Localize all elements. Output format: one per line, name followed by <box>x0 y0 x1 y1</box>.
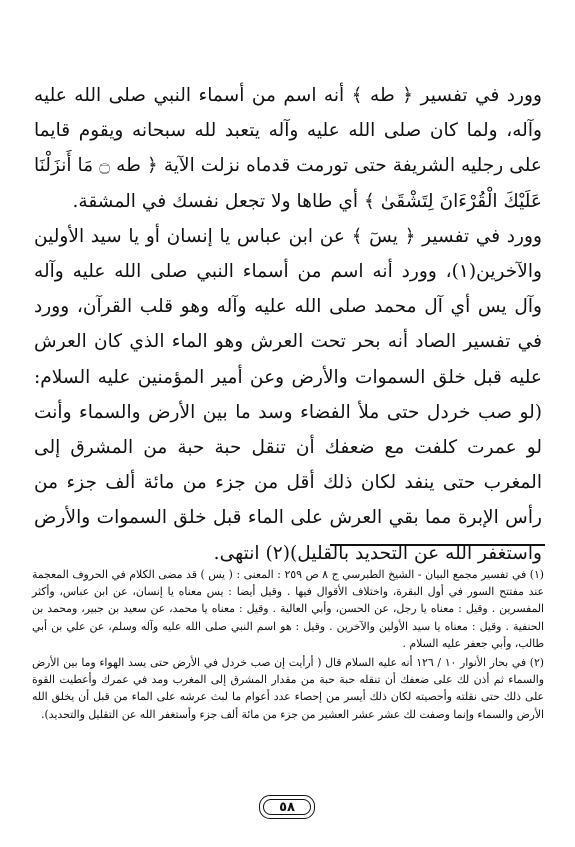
main-text <box>34 78 542 571</box>
footnote-2: (٢) في بحار الأنوار ١٠ / ١٢٦ أنه عليه السلام قال ( أرأيت إن صب خردل في الأرض حتى يسد الهواء وما بين الأرض والسماء ثم أذن لك على ضعفك أن تنقله حبة حبة من مقدار المشرق إلى المغرب ومد في عمرك وأعطيت القوة على ذلك حتى نقلته وأحصيته لكان ذلك أيسر من إحصاء عدد أعوام ما لبث عرشه على الماء من قبل أن يخلق الله الأرض والسماء وإنما وصفت لك عشر عشر العشير من جزء من مائة ألف جزء وأستغفر الله عن التقليل والتحديد). <box>32 656 544 721</box>
footnote-1: (١) في تفسير مجمع البيان - الشيخ الطبرسي ج ٨ ص ٢٥٩ : المعنى : ( يس ) قد مضى الكلام في الحروف المعجمة عند مفتتح السور في أول البقرة، واختلاف الأقوال فيها . وقيل أيضا : يس معناه يا إنسان، عن ابن عباس، وأكثر المفسرين . وقيل : معناه يا رجل، عن الحسن، وأبي العالية . وقيل : معناه يا محمد، عن سعيد بن جبير، ومحمد بن الحنفية . وقيل : معناه يا سيد الأولين والآخرين . وقيل : هو اسم النبي صلى الله عليه وآله وسلم، عن علي بن أبي طالب، وأبي جعفر عليه السلام . <box>32 568 544 650</box>
paragraph-taha: وورد في تفسير ﴿ طه ﴾ أنه اسم من أسماء النبي صلى الله عليه وآله، ولما كان صلى الله عليه وآله يتعبد لله سبحانه ويقوم قايما على رجليه الشريفة حتى تورمت قدماه نزلت الآية ﴿ طه ۝ مَا أَنزَلْنَا عَلَيْكَ الْقُرْءَانَ لِتَشْقَىٰ ﴾ أي طاها ولا تجعل نفسك في المشقة. <box>34 85 542 212</box>
page-number: ٥٨ <box>279 799 295 815</box>
footnotes <box>32 566 544 725</box>
footnote-separator <box>330 544 545 546</box>
page-number-frame <box>259 795 315 819</box>
paragraph-yasin: وورد في تفسير ﴿ يسٓ ﴾ عن ابن عباس يا إنسان أو يا سيد الأولين والآخرين(١)، وورد أنه اسم من أسماء النبي صلى الله عليه وآله وآل يس أي آل محمد صلى الله عليه وآله وهو قلب القرآن، وورد في تفسير الصاد أنه بحر تحت العرش وهو الماء الذي كان العرش عليه قبل خلق السموات والأرض وعن أمير المؤمنين عليه السلام: (لو صب خردل حتى ملأ الفضاء وسد ما بين الأرض والسماء وأنت لو عمرت كلفت مع ضعفك أن تنقل حبة حبة من المشرق إلى المغرب حتى ينفد لكان ذلك أقل من جزء من مائة ألف جزء من رأس الإبرة مما بقي العرش على الماء قبل خلق السموات والأرض واستغفر الله عن التحديد بالقليل)(٢) انتهى. <box>34 225 542 564</box>
